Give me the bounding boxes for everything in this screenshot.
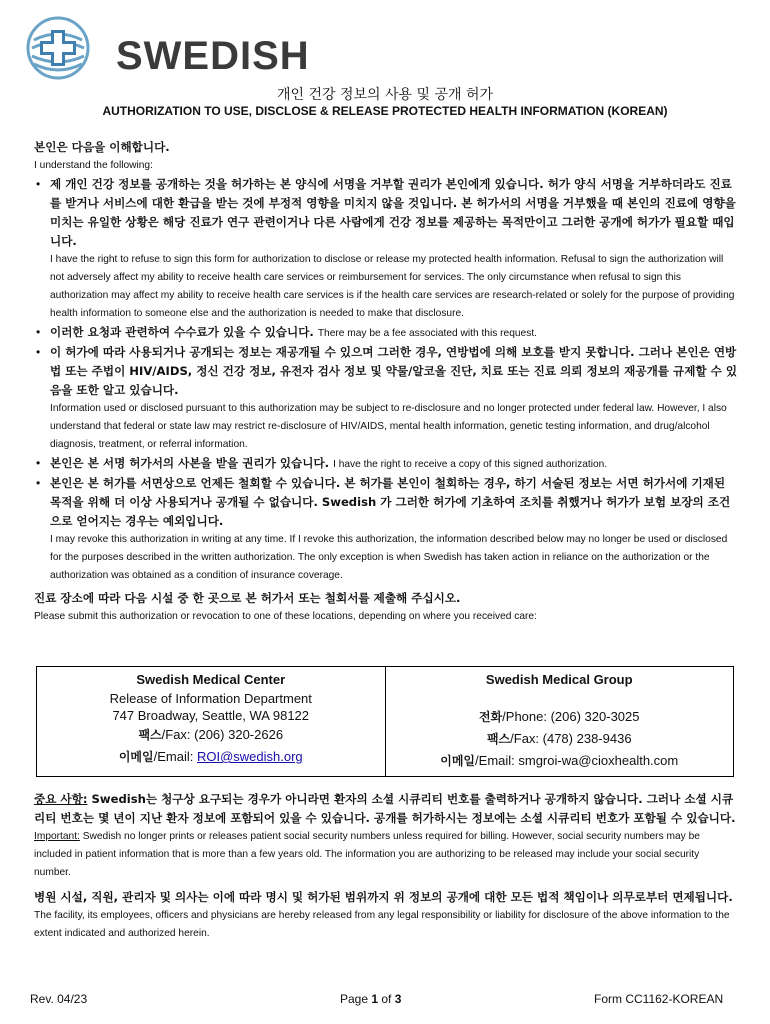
location-fax xyxy=(392,730,728,748)
email-link[interactable]: ROI@swedish.org xyxy=(196,749,303,764)
bullet-icon: • xyxy=(36,345,41,359)
email-address: /Email: smgroi-wa@cioxhealth.com xyxy=(475,753,679,768)
bullet-text-korean-inline: 이러한 요청과 관련하여 수수료가 있을 수 있습니다. xyxy=(50,325,314,339)
form-id: Form CC1162-KOREAN xyxy=(594,992,724,1006)
bullet-icon: • xyxy=(36,476,41,490)
bullet-icon: • xyxy=(36,325,41,339)
submission-locations-table xyxy=(36,666,734,777)
understand-heading-english: I understand the following: xyxy=(34,160,153,171)
phone-label-korean: 전화 xyxy=(478,710,503,724)
list-item xyxy=(34,454,738,474)
important-notice-korean xyxy=(34,790,738,828)
bullet-text-korean xyxy=(50,323,738,343)
bullet-text-english: There may be a fee associated with this request. xyxy=(317,328,537,339)
revision-date: Rev. 04/23 xyxy=(30,992,88,1006)
important-label-korean: 중요 사항: xyxy=(34,792,88,806)
notices-section xyxy=(34,790,738,943)
list-item xyxy=(34,323,738,343)
bullet-text-english: I may revoke this authorization in writing at any time. If I revoke this authorization, the information described below may no longer be used or disclosed for the purposes described in the written authorization. The only exception is when Swedish has taken action in reliance on the authorization or the authorization was obtained as a condition of insurance coverage. xyxy=(50,534,728,581)
page-current: 1 xyxy=(371,992,379,1006)
location-phone xyxy=(392,708,728,726)
fax-number: /Fax: (478) 238-9436 xyxy=(510,731,632,746)
bullet-text-korean: 본인은 본 허가를 서면상으로 언제든 철회할 수 있습니다. 본 허가를 본인이 철회하는 경우, 하기 서술된 정보는 서면 허가서에 기재된 목적을 위해 더 이상 사용되거나 공개될 수 없습니다. Swedish 가 그러한 허가에 기초하여 조치를 취했거나 허가가 보험 보장의 조건으로 얻어지는 경우는 예외입니다. xyxy=(50,476,731,528)
submit-instruction-korean: 진료 장소에 따라 다음 시설 중 한 곳으로 본 허가서 또는 철회서를 제출해 주십시오. xyxy=(34,591,461,605)
swedish-logo xyxy=(24,14,310,84)
important-text-korean: Swedish는 청구상 요구되는 경우가 아니라면 환자의 소셜 시큐리티 번호를 출력하거나 공개하지 않습니다. 그러나 소셜 시큐리티 번호는 몇 년이 지난 환자 정보에 포함되어 있을 수 있습니다. 공개를 허가하시는 정보에는 소셜 시큐리티 번호가 포함될 수 있습니다. xyxy=(34,792,736,825)
list-item xyxy=(34,175,738,323)
bullet-text-korean-inline: 본인은 본 서명 허가서의 사본을 받을 권리가 있습니다. xyxy=(50,456,330,470)
location-swedish-medical-group xyxy=(385,667,734,777)
page-title-english: AUTHORIZATION TO USE, DISCLOSE & RELEASE PROTECTED HEALTH INFORMATION (KOREAN) xyxy=(102,104,668,118)
logo-wordmark: SWEDISH xyxy=(116,34,310,78)
email-label-korean: 이메일 xyxy=(440,754,476,768)
location-address: 747 Broadway, Seattle, WA 98122 xyxy=(112,708,310,723)
location-name: Swedish Medical Center xyxy=(136,672,286,687)
location-email xyxy=(392,752,728,770)
email-label-english: /Email: xyxy=(153,749,197,764)
swedish-cross-logo-icon xyxy=(24,14,94,84)
location-department: Release of Information Department xyxy=(109,691,312,706)
location-swedish-medical-center xyxy=(37,667,386,777)
location-fax xyxy=(43,726,379,744)
bullet-icon: • xyxy=(36,177,41,191)
bullet-text-korean: 제 개인 건강 정보를 공개하는 것을 허가하는 본 양식에 서명을 거부할 권리가 본인에게 있습니다. 허가 양식 서명을 거부하더라도 진료를 받거나 서비스에 대한 환급을 받는 것에 부정적 영향을 미치지 않을 것입니다. 본 허가서의 서명을 거부했을 때 본인의 진료에 영향을 미치는 유일한 상황은 해당 진료가 연구 관련이거나 다른 사람에게 건강 정보를 제공하는 목적만이고 그러한 공개에 허가가 필요할 때입니다. xyxy=(50,177,736,248)
list-item xyxy=(34,343,738,454)
bullet-text-english: I have the right to refuse to sign this form for authorization to disclose or release my protected health information. Refusal to sign the authorization will not adversely affect my ability to receive health care services or reimbursement for services. The only circumstance when refusal to sign this authorization may affect my ability to receive health care services is if the health care services are research-related or solely for the purpose of providing health information to someone else and the authorization is needed to make that disclosure. xyxy=(50,254,735,319)
understanding-section xyxy=(34,138,738,626)
bullet-text-english: Information used or disclosed pursuant to this authorization may be subject to re-disclosure and no longer protected under federal law. However, I also understand that federal or state law may restrict re-disclosure of HIV/AIDS, mental health information, genetic testing information, and drug/alcohol diagnosis, treatment, or referral information. xyxy=(50,403,727,450)
important-notice-english xyxy=(34,828,738,882)
bullet-text-korean xyxy=(50,454,738,474)
page-total: 3 xyxy=(394,992,402,1006)
understanding-list xyxy=(34,175,738,585)
list-item xyxy=(34,474,738,585)
location-name: Swedish Medical Group xyxy=(485,672,633,687)
email-label-korean: 이메일 xyxy=(118,750,154,764)
submit-instruction-english: Please submit this authorization or revocation to one of these locations, depending on where you received care: xyxy=(34,611,537,622)
page-title-korean: 개인 건강 정보의 사용 및 공개 허가 xyxy=(276,87,494,103)
phone-number: /Phone: (206) 320-3025 xyxy=(502,709,640,724)
fax-label-korean: 팩스 xyxy=(138,728,162,742)
important-label-english: Important: xyxy=(34,831,80,842)
bullet-text-english: I have the right to receive a copy of this signed authorization. xyxy=(333,459,608,470)
page-prefix: Page xyxy=(340,992,372,1006)
fax-number: /Fax: (206) 320-2626 xyxy=(161,727,284,742)
fax-label-korean: 팩스 xyxy=(486,732,511,746)
page-of: of xyxy=(378,992,395,1006)
bullet-text-korean: 이 허가에 따라 사용되거나 공개되는 정보는 재공개될 수 있으며 그러한 경우, 연방법에 의해 보호를 받지 못합니다. 그러나 본인은 연방법 또는 주법이 HIV/AIDS, 정신 건강 정보, 유전자 검사 정보 및 약물/알코올 진단, 치료 또는 진료 의뢰 정보의 재공개를 규제할 수 있음을 또한 알고 있습니다. xyxy=(50,345,738,397)
important-text-english: Swedish no longer prints or releases patient social security numbers unless required for billing. However, social security numbers may be included in patient information that is more than a few years old. The information you are authorizing to be released may include your social security number. xyxy=(34,831,700,878)
release-statement-korean: 병원 시설, 직원, 관리자 및 의사는 이에 따라 명시 및 허가된 범위까지 위 정보의 공개에 대한 모든 법적 책임이나 의무로부터 면제됩니다. xyxy=(34,890,733,904)
release-statement-english: The facility, its employees, officers and physicians are hereby released from any legal responsibility or liability for disclosure of the above information to the extent indicated and authorized herein. xyxy=(34,910,730,939)
location-email xyxy=(43,748,379,766)
bullet-icon: • xyxy=(36,456,41,470)
understand-heading-korean: 본인은 다음을 이해합니다. xyxy=(34,140,170,154)
page-number xyxy=(340,992,401,1006)
